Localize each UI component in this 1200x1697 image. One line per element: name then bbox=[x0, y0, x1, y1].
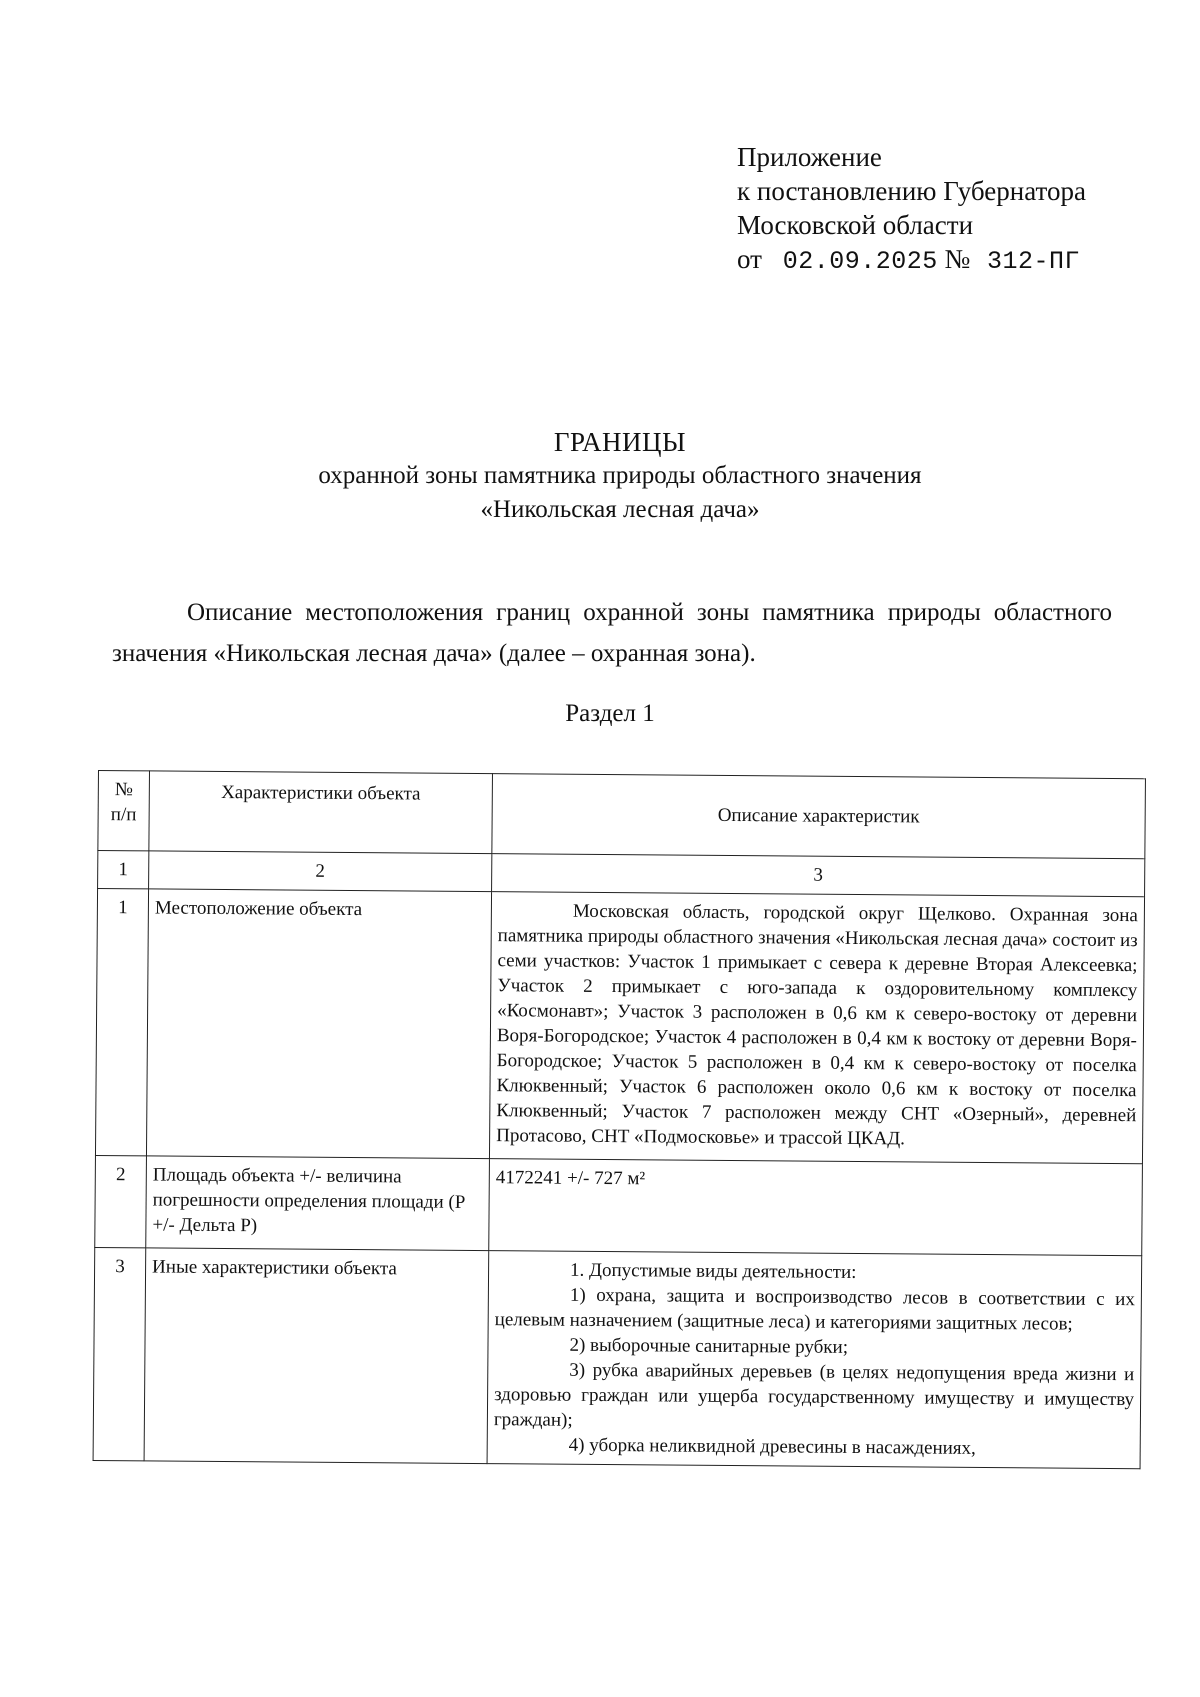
row-name: Иные характеристики объекта bbox=[144, 1248, 489, 1464]
title-line-3: «Никольская лесная дача» bbox=[480, 496, 760, 523]
row-value: 4172241 +/- 727 м² bbox=[489, 1159, 1143, 1256]
row-number: 1 bbox=[95, 889, 148, 1156]
list-item: 4) уборка неликвидной древесины в насаждениях, bbox=[568, 1434, 976, 1459]
characteristics-table bbox=[93, 770, 1146, 1469]
header-characteristics: Характеристики объекта bbox=[149, 771, 493, 854]
table-row bbox=[95, 889, 1144, 1164]
row-name: Площадь объекта +/- величина погрешности определения площади (P +/- Дельта P) bbox=[146, 1156, 490, 1251]
header-description: Описание характеристик bbox=[492, 774, 1146, 859]
appendix-block bbox=[737, 140, 1086, 279]
appendix-date-line bbox=[737, 242, 1086, 279]
table-header-row bbox=[98, 771, 1146, 859]
appendix-line-1: Приложение bbox=[737, 142, 882, 172]
row-value: Московская область, городской округ Щелково. Охранная зона памятника природы областного значения «Никольская лесная дача» состоит из семи участков: Участок 1 примыкает с севера к деревне Вторая Алексеевка; Участок 2 примыкает с юго-запада к оздоровительному комплексу «Космонавт»; Участок 3 расположен в 0,6 км к северо-востоку от деревни Воря-Богородское; Участок 4 расположен в 0,4 км к востоку от деревни Воря-Богородское; Участок 5 расположен в 0,4 км к северо-востоку от поселка Клюквенный; Участок 6 расположен около 0,6 км к востоку от поселка Клюквенный; Участок 7 расположен между СНТ «Озерный», деревней Протасово, СНТ «Подмосковье» и трассой ЦКАД. bbox=[489, 892, 1144, 1164]
number-sign: № bbox=[944, 244, 971, 274]
header-num: № п/п bbox=[98, 771, 150, 851]
intro-paragraph: Описание местоположения границ охранной зоны памятника природы областного значения «Никольская лесная дача» (далее – охранная зона). bbox=[112, 599, 1112, 667]
row-number: 3 bbox=[93, 1247, 146, 1460]
table-row bbox=[93, 1247, 1142, 1468]
list-item: 3) рубка аварийных деревьев (в целях недопущения вреда жизни и здоровью граждан или ущерба государственному имуществу и имуществу граждан); bbox=[493, 1359, 1135, 1431]
title-line-2: охранной зоны памятника природы областного значения bbox=[318, 462, 922, 489]
row-name: Местоположение объекта bbox=[146, 889, 491, 1159]
section-heading: Раздел 1 bbox=[565, 700, 655, 727]
document-title bbox=[0, 425, 1200, 527]
list-item: 2) выборочные санитарные рубки; bbox=[569, 1334, 849, 1358]
row-value-list bbox=[487, 1251, 1142, 1469]
list-item: 1. Допустимые виды деятельности: bbox=[570, 1259, 857, 1283]
list-item: 1) охрана, защита и воспроизводство лесов в соответствии с их целевым назначением (защитные леса) и категориями защитных лесов; bbox=[494, 1284, 1135, 1335]
from-label: от bbox=[737, 244, 762, 274]
table-row bbox=[95, 1155, 1143, 1255]
column-number-3: 3 bbox=[492, 854, 1145, 897]
appendix-line-3: Московской области bbox=[737, 210, 974, 240]
row-number: 2 bbox=[95, 1155, 147, 1247]
document-number: 312-ПГ bbox=[987, 247, 1081, 276]
appendix-line-2: к постановлению Губернатора bbox=[737, 176, 1086, 206]
column-number-2: 2 bbox=[149, 851, 492, 892]
document-date: 02.09.2025 bbox=[782, 247, 938, 276]
column-number-1: 1 bbox=[98, 851, 149, 889]
title-heading: ГРАНИЦЫ bbox=[553, 427, 687, 457]
